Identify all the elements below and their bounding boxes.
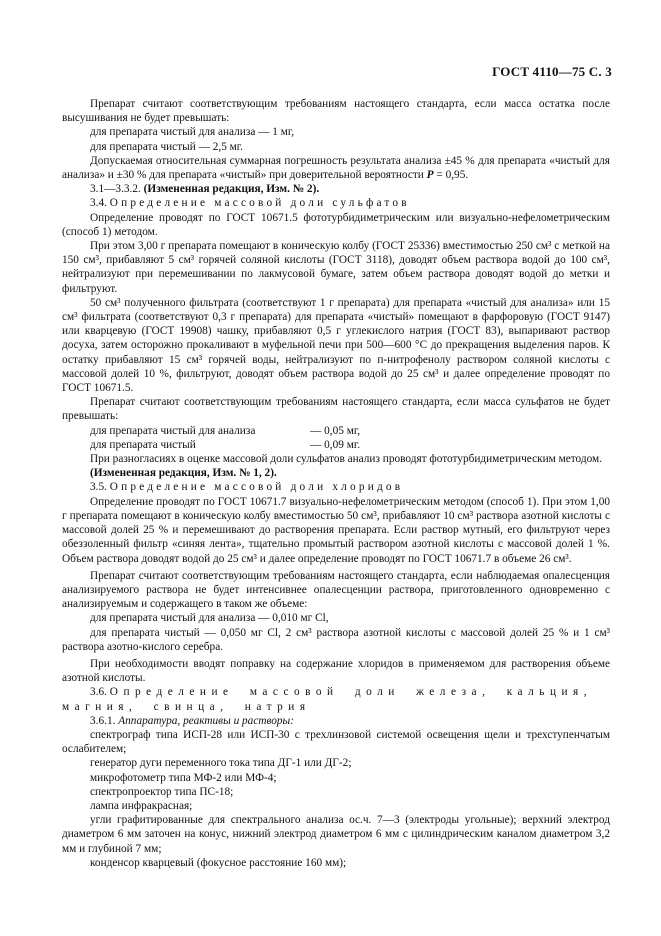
paragraph: Препарат считают соответствующим требованиям настоящего стандарта, если масса остатка после высушивания не будет превышать: [62,98,610,125]
text: Аппаратура, реактивы и растворы: [118,714,294,727]
paragraph: Препарат считают соответствующим требованиям настоящего стандарта, если масса сульфатов не будет превышать: [62,396,610,423]
paragraph: Определение проводят по ГОСТ 10671.5 фототурбидиметрическим или визуально-нефелометрическим (способ 1) методом. [62,211,610,238]
paragraph: При разногласиях в оценке массовой доли сульфатов анализ проводят фототурбидиметрическим методом. [90,453,603,466]
text: — 0,05 мг, [310,424,361,437]
paragraph [62,182,610,196]
requirement-row [62,424,610,438]
paragraph: генератор дуги переменного тока типа ДГ-1 или ДГ-2; [90,757,352,770]
paragraph: для препарата чистый для анализа — 1 мг, [90,126,295,139]
section-heading [62,196,610,210]
text: 3.5. [90,481,110,494]
paragraph [62,714,610,728]
paragraph: для препарата чистый — 0,050 мг Cl, 2 см³ раствора азотной кислоты с массовой долей 25 % и 1 см³ раствора азотно-кислого серебра. [62,626,610,653]
text: 3.1—3.3.2. [90,183,144,196]
paragraph: Препарат считают соответствующим требованиям настоящего стандарта, если наблюдаемая опалесценция анализируемого раствора не будет интенсивнее опалесценции раствора, приготовленного одновременно с анализируемым и содержащего в таком же объеме: [62,569,610,611]
section-heading [62,685,610,713]
text: 3.6. [90,686,110,699]
paragraph: для препарата чистый для анализа — 0,010 мг Cl, [90,612,329,625]
text: Определение массовой доли железа, кальция, магния, свинца, натрия [62,686,593,713]
text: — 0,09 мг. [310,438,361,451]
paragraph: для препарата чистый — 2,5 мг. [90,140,243,153]
paragraph: спектропроектор типа ПС-18; [90,785,234,798]
text: Допускаемая относительная суммарная погрешность результата анализа ±45 % для препарата «чистый для анализа» и ±30 % для препарата «чистый» при доверительной вероятности [62,154,610,182]
page-header: ГОСТ 4110—75 С. 3 [492,64,612,79]
paragraph: микрофотометр типа МФ-2 или МФ-4; [90,771,277,784]
paragraph: угли графитированные для спектрального анализа ос.ч. 7—3 (электроды угольные); верхний электрод диаметром 6 мм заточен на конус, нижний электрод диаметром 6 мм с цилиндрическим каналом диаметром 3,2 мм и глубиной 7 мм; [62,814,610,855]
paragraph: При этом 3,00 г препарата помещают в коническую колбу (ГОСТ 25336) вместимостью 250 см³ с меткой на 150 см³, прибавляют 5 см³ горячей соляной кислоты (ГОСТ 3118), доводят объем раствора водой до 100 см³, нейтрализуют при перемешивании по лакмусовой бумаге, затем объем раствора доводят водой до метки и фильтруют. [62,240,610,295]
text: (Измененная редакция, Изм. № 2). [143,183,320,196]
paragraph: лампа инфракрасная; [90,799,193,812]
text: для препарата чистый [90,438,196,451]
paragraph: 50 см³ полученного фильтрата (соответствуют 1 г препарата) для препарата «чистый для анализа» или 15 см³ фильтрата (соответствуют 0,3 г препарата) для препарата «чистый» помещают в фарфоровую (ГОСТ 9147) или кварцевую (ГОСТ 19908) чашку, прибавляют 0,5 г углекислого натрия (ГОСТ 83), выпаривают раствор досуха, затем осторожно прокаливают в муфельной печи при 500—600 °С до прекращения выделения паров. К остатку прибавляют 15 см³ горячей воды, нейтрализуют по п-нитрофенолу раствором соляной кислоты с массовой долей 10 %, фильтруют, доводят объем раствора водой до 25 см³ и далее определение проводят по ГОСТ 10671.5. [62,296,610,395]
paragraph: конденсор кварцевый (фокусное расстояние 160 мм); [90,856,347,869]
text: 3.6.1. [90,714,119,727]
paragraph: (Измененная редакция, Изм. № 1, 2). [90,467,277,480]
text: Определение массовой доли сульфатов [109,197,410,210]
paragraph [62,154,610,182]
section-heading [62,480,610,494]
document-body [62,97,610,870]
paragraph: спектрограф типа ИСП-28 или ИСП-30 с трехлинзовой системой освещения щели и трехступенчатым ослабителем; [62,728,610,756]
paragraph: Определение проводят по ГОСТ 10671.7 визуально-нефелометрическим методом (способ 1). При этом 1,00 г препарата помещают в коническую колбу вместимостью 50 см³, прибавляют 10 см³ раствора азотной кислоты с массовой долей 25 % и перемешивают до растворения препарата. Если раствор мутный, его фильтруют через обеззоленный фильтр «синяя лента», тщательно промытый раствором азотной кислоты с массовой долей 1 %. Объем раствора доводят водой до 25 см³ и далее определение проводят по ГОСТ 10671.7 в объеме 26 см³. [62,495,610,565]
text: P [426,169,434,182]
text: = 0,95. [433,169,469,182]
text: Определение массовой доли хлоридов [109,481,404,494]
requirement-row [62,438,610,452]
text: для препарата чистый для анализа [90,424,256,437]
text: 3.4. [90,197,110,210]
paragraph: При необходимости вводят поправку на содержание хлоридов в применяемом для растворения объеме азотной кислоты. [62,657,610,685]
